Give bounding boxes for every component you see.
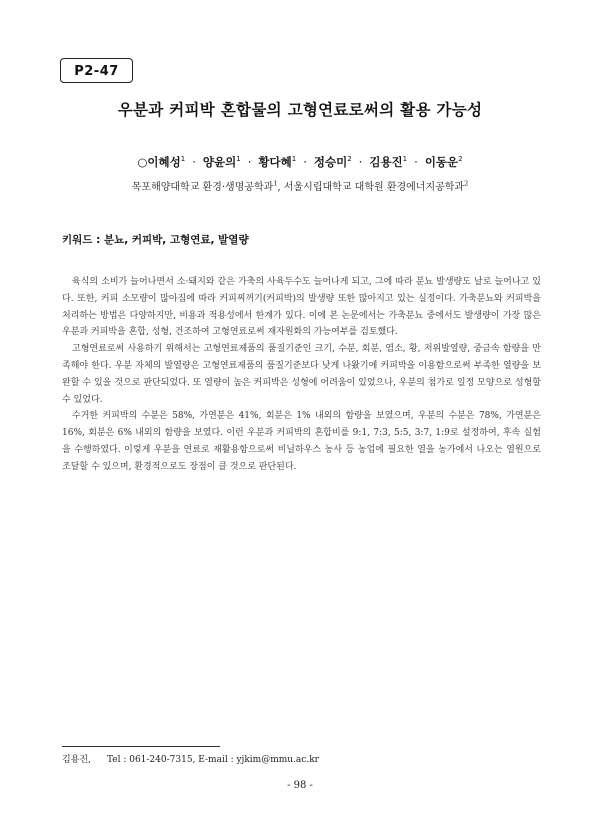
- author-name: 황다혜: [258, 155, 292, 169]
- poster-id-badge: P2-47: [60, 58, 133, 83]
- page-number: - 98 -: [287, 780, 313, 791]
- footnote-contact: Tel : 061-240-7315, E-mail : yjkim@mmu.ac.kr: [106, 755, 319, 765]
- author-affil-mark: 2: [347, 155, 352, 164]
- author-name: 김용진: [369, 155, 403, 169]
- affiliation-2: , 서울시립대학교 대학원 환경에너지공학과: [277, 182, 465, 193]
- abstract-body: [62, 274, 541, 476]
- author-affil-mark: 1: [291, 155, 297, 164]
- footnote-name: 김용진,: [62, 755, 91, 765]
- author-affil-mark: 1: [236, 155, 241, 164]
- affiliation-mark: 1: [273, 179, 278, 188]
- affiliation-mark: 2: [464, 179, 469, 188]
- author-name: 정승미: [313, 155, 348, 169]
- footnote-divider: [62, 746, 220, 747]
- author-name: 이혜성: [147, 155, 181, 169]
- author-separator: ·: [247, 155, 252, 169]
- corresponding-author-footnote: [62, 752, 319, 765]
- author-separator: ·: [192, 155, 196, 169]
- author-separator: ·: [303, 155, 307, 169]
- author-affil-mark: 1: [402, 155, 408, 164]
- paper-title: 우분과 커피박 혼합물의 고형연료로써의 활용 가능성: [117, 101, 483, 119]
- author-affil-mark: 2: [458, 155, 463, 164]
- paragraph: 고형연료로써 사용하기 위해서는 고형연료제품의 품질기준인 크기, 수분, 회분, 염소, 황, 저위발열량, 중금속 함량을 만족해야 한다. 우분 자체의 발열량은 고형연료제품의 품질기준보다 낮게 나왔기에 커피박을 이용함으로써 부족한 열량을 보완할 수 있을 것으로 판단되었다. 또 열량이 높은 커피박은 성형에 어려움이 있었으나, 우분의 첨가로 일정 모양으로 성형할 수 있었다.: [62, 344, 541, 405]
- keywords-line: 키워드 : 분뇨, 커피박, 고형연료, 발열량: [62, 234, 249, 246]
- author-affil-mark: 1: [180, 155, 186, 164]
- affiliation-1: 목포해양대학교 환경·생명공학과: [131, 182, 274, 193]
- affiliation-line: [0, 178, 600, 193]
- author-name: 양윤의: [202, 155, 237, 169]
- author-list: [0, 154, 600, 170]
- paragraph: 육식의 소비가 늘어나면서 소·돼지와 같은 가축의 사육두수도 늘어나게 되고, 그에 따라 분뇨 발생량도 날로 늘어나고 있다. 또한, 커피 소모량이 많아짐에 따라 커피찌꺼기(커피박)의 발생량 또한 많아지고 있는 실정이다. 가축분뇨와 커피박을 처리하는 방법은 다양하지만, 비용과 적용성에서 한계가 있다. 이에 본 논문에서는 가축분뇨 중에서도 발생량이 가장 많은 우분과 커피박을 혼합, 성형, 건조하여 고형연료로써 재자원화의 가능여부를 검토했다.: [62, 277, 541, 338]
- author-separator: ·: [414, 155, 418, 169]
- paragraph: 수거한 커피박의 수분은 58%, 가연분은 41%, 회분은 1% 내외의 함량을 보였으며, 우분의 수분은 78%, 가연분은 16%, 회분은 6% 내외의 함량을 보였다. 이런 우분과 커피박의 혼합비를 9:1, 7:3, 5:5, 3:7, 1:9로 설정하여, 후속 실험을 수행하였다. 이렇게 우분을 연료로 재활용함으로써 비닐하우스 농사 등 농업에 필요한 열을 농가에서 나오는 열원으로 조달할 수 있으며, 환경적으로도 장점이 클 것으로 판단된다.: [62, 411, 541, 472]
- presenter-mark: ○: [137, 155, 148, 169]
- author-separator: ·: [358, 155, 363, 169]
- author-name: 이동운: [424, 155, 459, 169]
